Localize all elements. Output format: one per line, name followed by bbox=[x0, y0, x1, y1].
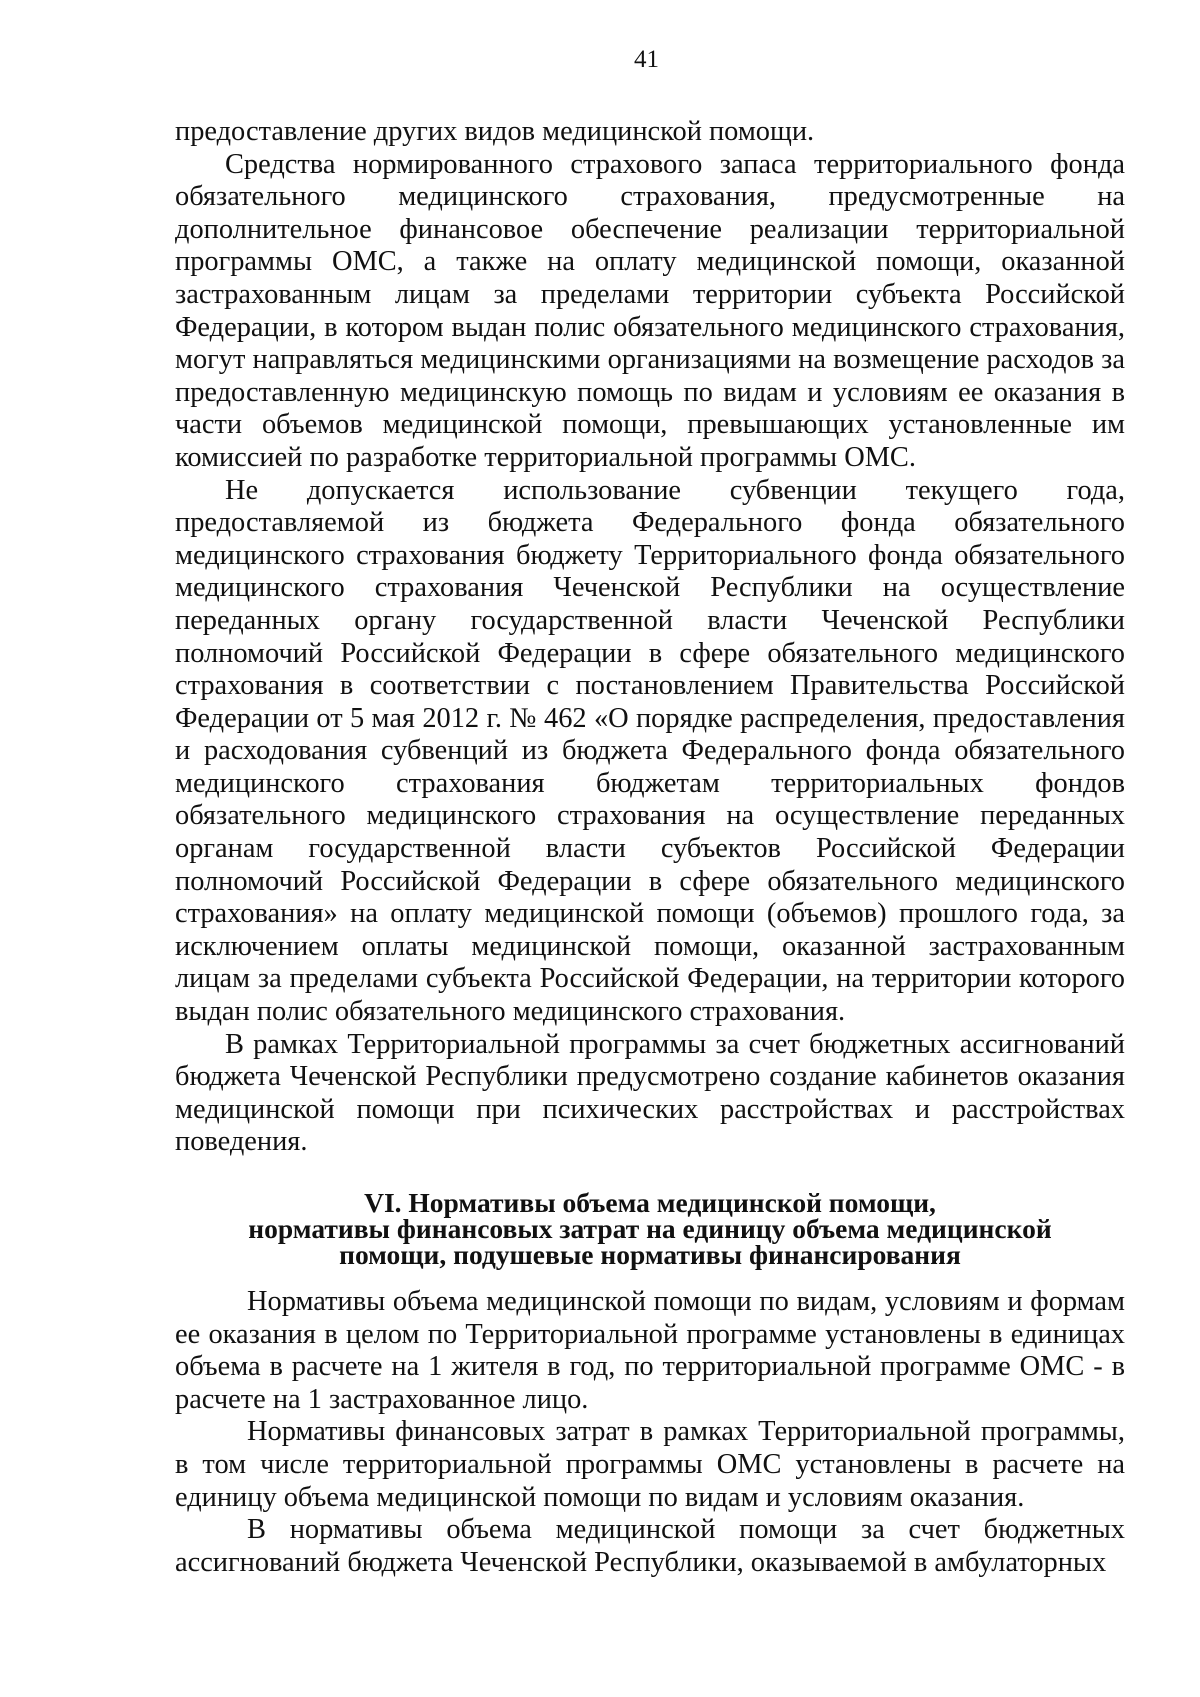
paragraph-cost-norms: Нормативы финансовых затрат в рамках Территориальной программы, в том числе территориальной программы ОМС установлены в расчете на единицу объема медицинской помощи по видам и условиям оказания. bbox=[175, 1416, 1125, 1513]
paragraph-ambulatory-norms: В нормативы объема медицинской помощи за счет бюджетных ассигнований бюджета Чеченской Республики, оказываемой в амбулаторных bbox=[175, 1514, 1125, 1578]
paragraph-volume-norms: Нормативы объема медицинской помощи по видам, условиям и формам ее оказания в целом по Территориальной программе установлены в единицах объема в расчете на 1 жителя в год, по территориальной программе ОМС - в расчете на 1 застрахованное лицо. bbox=[175, 1286, 1125, 1415]
continuation-line: предоставление других видов медицинской помощи. bbox=[175, 116, 815, 147]
paragraph-psychiatric-cabinets: В рамках Территориальной программы за счет бюджетных ассигнований бюджета Чеченской Республики предусмотрено создание кабинетов оказания медицинской помощи при психических расстройствах и расстройствах поведения. bbox=[175, 1028, 1125, 1158]
body-text-top bbox=[175, 116, 1125, 1159]
paragraph-subvention-restriction: Не допускается использование субвенции текущего года, предоставляемой из бюджета Федерального фонда обязательного медицинского страхования бюджету Территориального фонда обязательного медицинского страхования Чеченской Республики на осуществление переданных органу государственной власти Чеченской Республики полномочий Российской Федерации в сфере обязательного медицинского страхования в соответствии с постановлением Правительства Российской Федерации от 5 мая 2012 г. № 462 «О порядке распределения, предоставления и расходования субвенций из бюджета Федерального фонда обязательного медицинского страхования бюджетам территориальных фондов обязательного медицинского страхования на осуществление переданных органам государственной власти субъектов Российской Федерации полномочий Российской Федерации в сфере обязательного медицинского страхования» на оплату медицинской помощи (объемов) прошлого года, за исключением оплаты медицинской помощи, оказанной застрахованным лицам за пределами субъекта Российской Федерации, на территории которого выдан полис обязательного медицинского страхования. bbox=[175, 474, 1125, 1028]
paragraph-reserve-funds: Средства нормированного страхового запаса территориального фонда обязательного медицинского страхования, предусмотренные на дополнительное финансовое обеспечение реализации территориальной программы ОМС, а также на оплату медицинской помощи, оказанной застрахованным лицам за пределами территории субъекта Российской Федерации, в котором выдан полис обязательного медицинского страхования, могут направляться медицинскими организациями на возмещение расходов за предоставленную медицинскую помощь по видам и условиям ее оказания в части объемов медицинской помощи, превышающих установленные им комиссией по разработке территориальной программы ОМС. bbox=[175, 148, 1125, 473]
section-heading-line: нормативы финансовых затрат на единицу объема медицинской bbox=[248, 1213, 1052, 1244]
section-heading-line: VI. Нормативы объема медицинской помощи, bbox=[364, 1187, 936, 1218]
body-text-bottom bbox=[175, 1286, 1125, 1579]
section-heading bbox=[175, 1187, 1125, 1270]
page-number: 41 bbox=[634, 46, 659, 73]
section-heading-line: помощи, подушевые нормативы финансирования bbox=[339, 1239, 961, 1270]
